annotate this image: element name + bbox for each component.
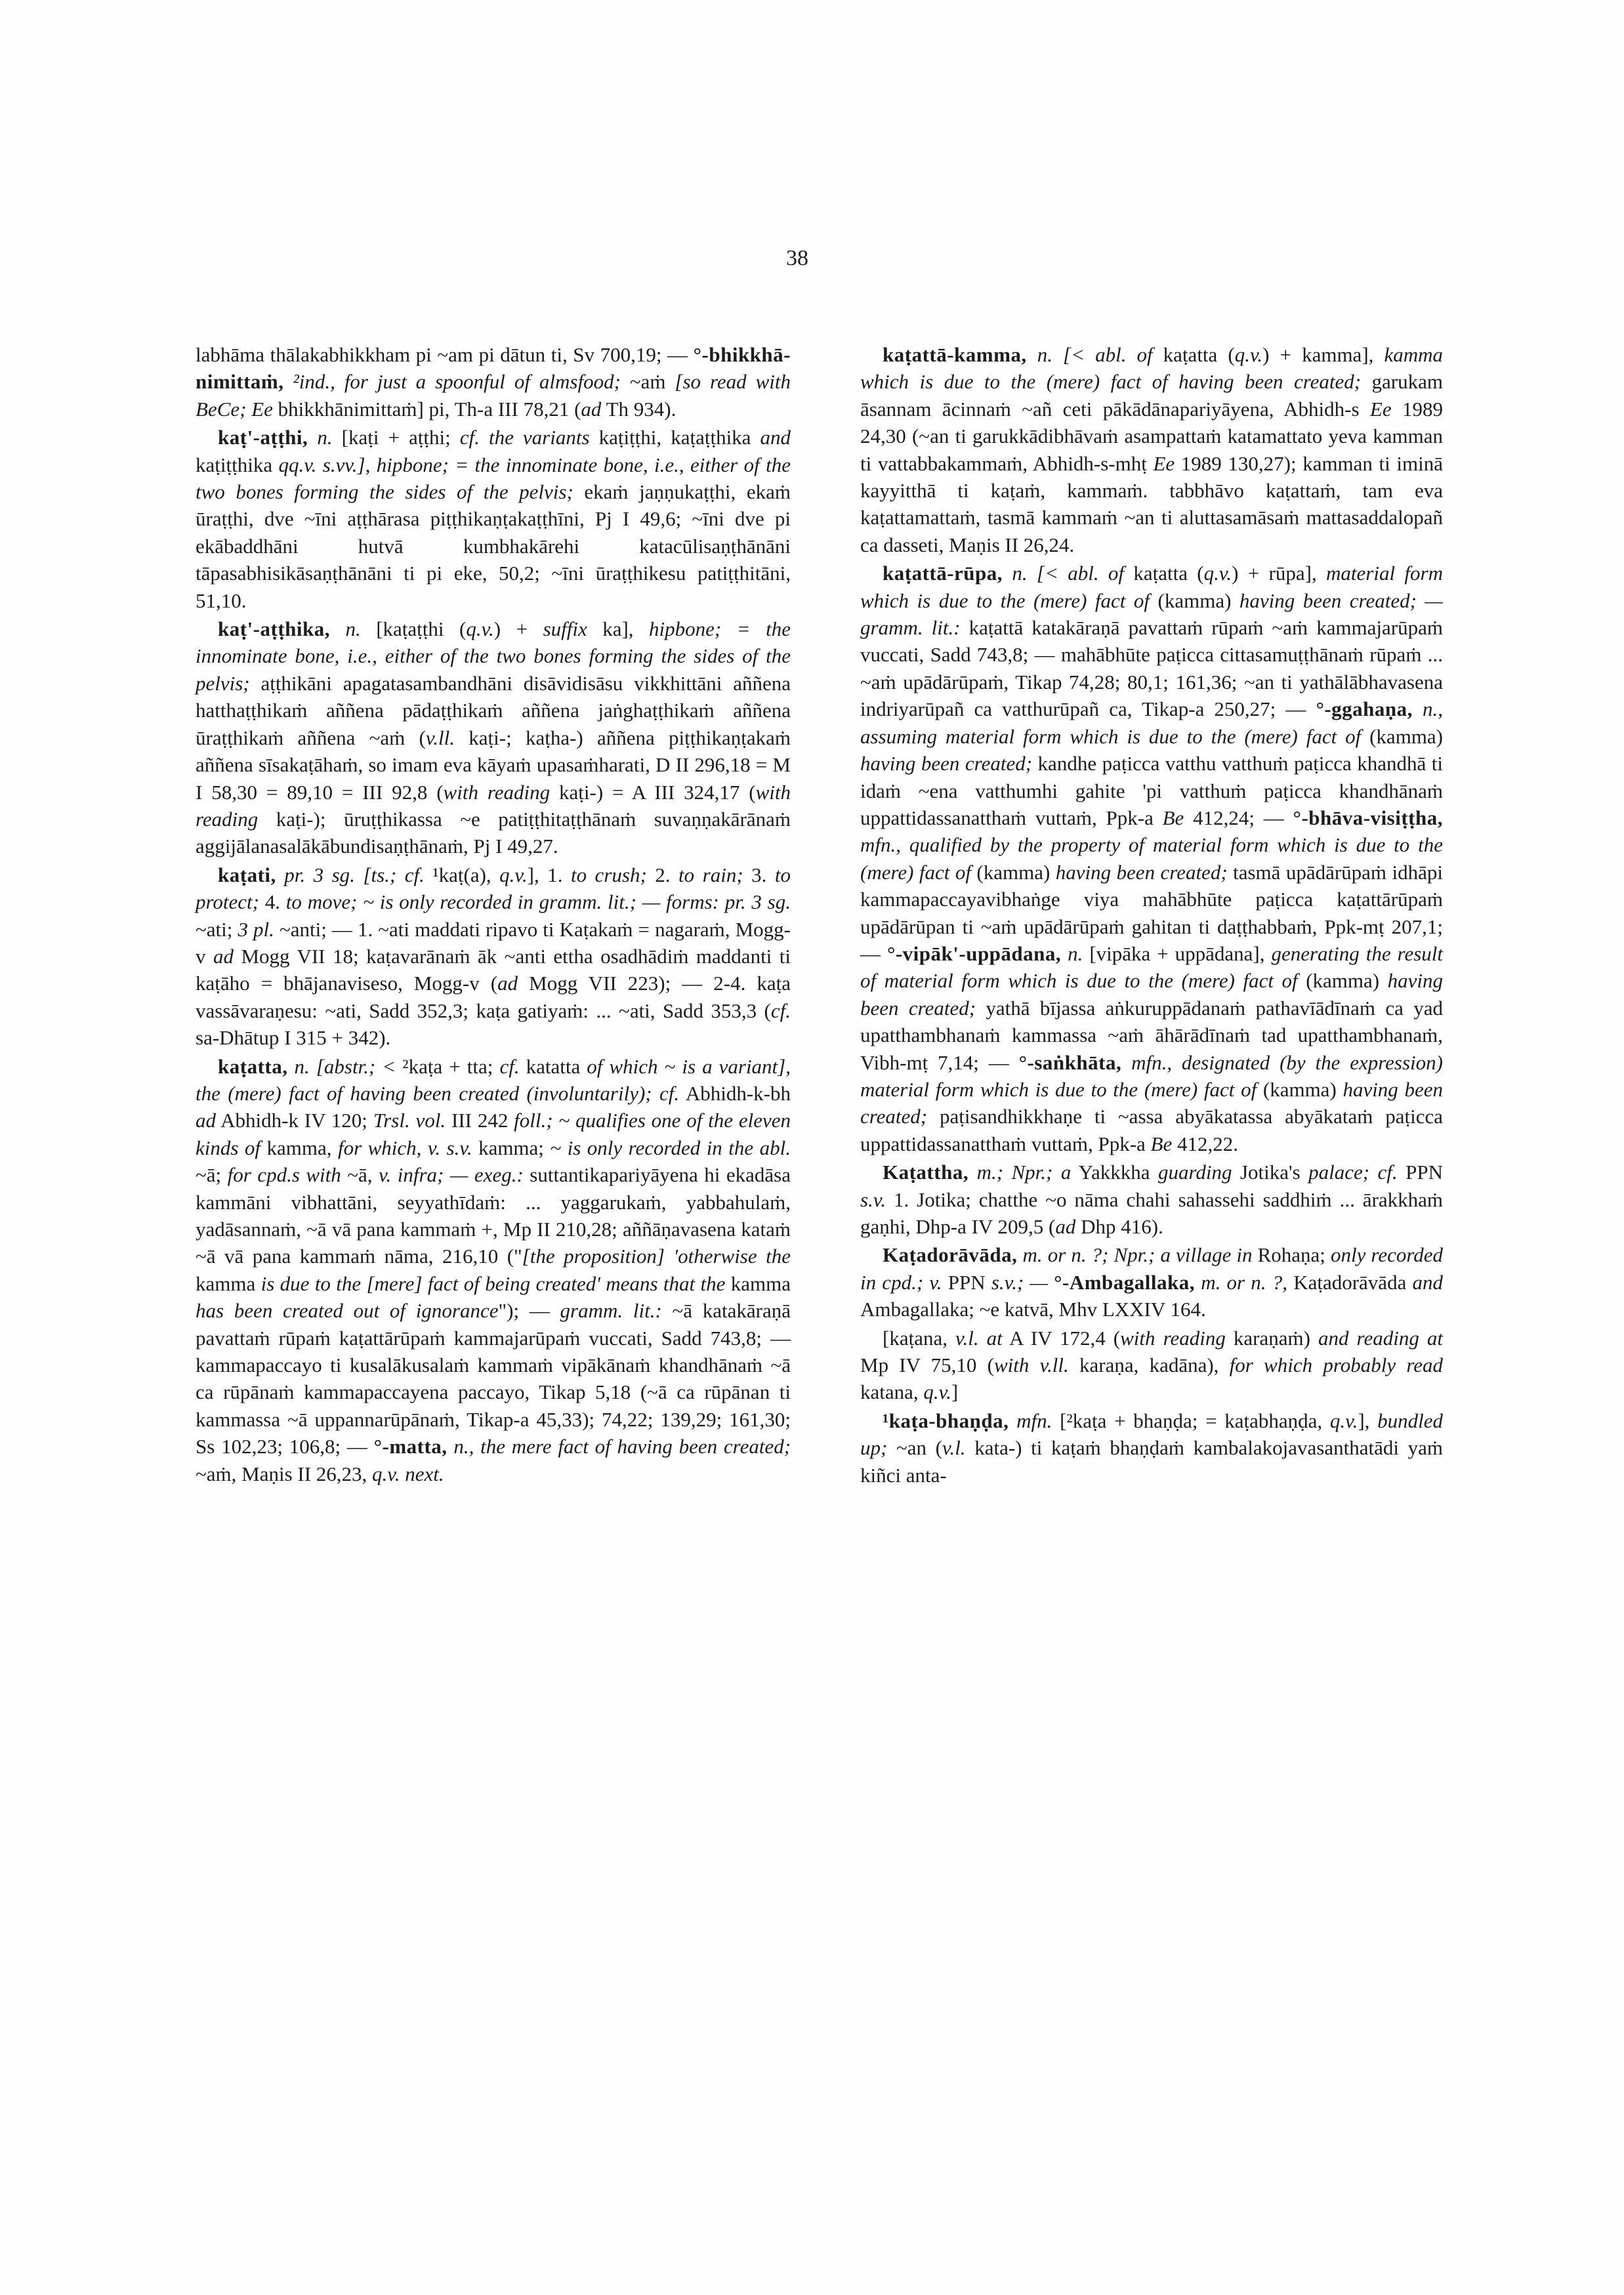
entry-text: kaṭiṭṭhi, kaṭaṭṭhika [589,426,760,449]
italic-gloss: having been created; [860,969,1443,1020]
italic-gloss: m.; Npr.; a [976,1161,1072,1184]
entry-text: kamma; [472,1136,551,1159]
dictionary-entry [196,861,791,1052]
entry-text: kandhe paṭicca vatthu vatthuṁ paṭicca khandhā ti idaṁ ~ena vatthumhi gahite 'pi vatthuṁ paṭicca khandhānaṁ uppattidassanatthaṁ vuttaṁ, Ppk-a [860,752,1443,829]
entry-text: ²kaṭa + tta; [396,1054,500,1078]
entry-text: [vipāka + uppādana], [1083,941,1272,965]
italic-gloss: ²ind., for just a spoonful of almsfood; [293,370,621,394]
italic-gloss: material form which is due to the (mere) fact of [860,562,1443,612]
entry-text: kaṭi-) = A III 324,17 ( [550,780,756,804]
italic-gloss: to crush; [570,863,647,886]
headword: kaṭattā-kamma, [883,343,1027,366]
italic-gloss: 3 pl. [238,917,274,941]
headword: °-matta, [373,1435,448,1458]
italic-gloss: mfn., designated (by the expression) material form which is due to the (mere) fact of [860,1050,1443,1101]
italic-gloss: palace; cf. [1308,1161,1398,1184]
headword: kaṭ'-aṭṭhika, [218,617,330,641]
italic-gloss: with reading [443,780,551,804]
entry-text: ¹kaṭ(a), [424,863,500,886]
italic-gloss: q.v. [466,617,494,641]
entry-text [1121,1051,1131,1074]
entry-text: kaṭatta ( [1124,562,1204,585]
entry-text: yathā bījassa aṅkuruppādanaṁ pathavīādīnaṁ ca yad upatthambhanaṁ kammassa ~aṁ āhārādīnaṁ tad upatthambhanaṁ, Vibh-mṭ 7,14; — [860,996,1443,1074]
entry-text: (kamma) [970,860,1056,884]
entry-text: 1989 130,27); kamman ti iminā kayyitthā ti kaṭaṁ, kammaṁ. tabbhāvo kaṭattaṁ, tam eva kaṭattamattaṁ, tasmā kammaṁ ~an ti aluttasamāsaṁ mattasaddalopañ ca dasseti, Maṇis II 26,24. [860,451,1443,556]
entry-text: kata-) ti kaṭaṁ bhaṇḍaṁ kambalakojavasanthatādi yaṁ kiñci anta- [860,1436,1443,1487]
italic-gloss: m. or n. ?; Npr.; a village in [1022,1243,1253,1267]
entry-text [1413,697,1423,720]
italic-gloss: s.v. [860,1188,886,1211]
entry-text: kamma, [260,1136,338,1159]
italic-gloss: only recorded in cpd.; v. [860,1243,1444,1294]
headword: ¹kaṭa-bhaṇḍa, [883,1409,1009,1432]
entry-text: ~ati; [196,917,238,941]
italic-gloss: guarding [1157,1161,1232,1184]
entry-text: (kamma) [1361,724,1444,748]
italic-gloss: v.ll. [425,726,455,749]
italic-gloss: qq.v. s.vv.], hipbone; = the innominate bone, i.e., either of the two bones forming the sides of the pelvis; [196,453,791,504]
italic-gloss: having been created; [860,752,1033,775]
italic-gloss: Be [1150,1132,1173,1155]
italic-gloss: having been created; [860,1077,1443,1128]
italic-gloss: having been created; [1055,860,1228,884]
entry-text: ] [951,1380,959,1404]
italic-gloss: with v.ll. [993,1354,1069,1377]
entry-text: karaṇa, kadāna), [1068,1354,1230,1377]
italic-gloss: to move; ~ is only recorded in gramm. lit.; — forms: pr. 3 sg. [285,890,791,914]
entry-text: garukam āsannam ācinnaṁ ~añ ceti pākādānapariyāyena, Abhidh-s [860,370,1443,421]
entry-text: PPN [942,1270,991,1294]
italic-gloss: cf. the variants [459,426,590,449]
entry-text [287,1055,294,1078]
italic-gloss: [the proposition] 'otherwise the [522,1245,791,1268]
entry-text: ], 1. [527,863,571,886]
entry-text: aṭṭhikāni apagatasambandhāni disāvidisāsu vikkhittāni aññena hatthaṭṭhikaṁ aññena pādaṭṭhikaṁ aññena jaṅghaṭṭhikaṁ aññena ūraṭṭhikaṁ aññena ~aṁ ( [196,671,791,749]
italic-gloss: Ee [1369,397,1392,421]
italic-gloss: n., assuming material form which is due to the (mere) fact of [860,697,1443,748]
entry-text: 412,24; — [1184,806,1293,829]
entry-text: Abhidh-k IV 120; [216,1109,373,1132]
dictionary-entry [860,1407,1443,1489]
italic-gloss: Trsl. vol. [373,1109,446,1132]
italic-gloss: n. [345,617,361,641]
italic-gloss: ad [497,972,518,995]
italic-gloss: and [760,426,791,449]
entry-text [1027,343,1037,366]
entry-text: labhāma thālakabhikkham pi ~am pi dātun ti, Sv 700,19; — [196,343,694,366]
italic-gloss: [so read with BeCe; Ee [196,370,791,421]
entry-text: (kamma) [1150,589,1239,612]
entry-text: Jotika's [1232,1161,1309,1184]
headword: °-bhikkhā-nimittaṁ, [196,343,791,394]
entry-text: sa-Dhātup I 315 + 342). [196,1026,391,1050]
entry-text: ~ā; [196,1163,228,1187]
italic-gloss: n. [< abl. of [1037,343,1153,366]
entry-text: kaṭattā katakāraṇā pavattaṁ rūpaṁ ~aṁ kammajarūpaṁ vuccati, Sadd 743,8; — mahābhūte paṭicca cittasamuṭṭhānaṁ rūpaṁ ... ~aṁ upādārūpaṁ, Tikap 74,28; 80,1; 161,36; ~an ti yathālābhavasena indriyarūpañ ca vatthurūpañ ca, Tikap-a 250,27; — [860,616,1443,721]
italic-gloss: with reading [1120,1326,1226,1350]
italic-gloss: pr. 3 sg. [ts.; cf. [284,863,425,886]
italic-gloss: n. [1068,941,1083,965]
entry-text: ka], [587,617,650,641]
headword: °-saṅkhāta, [1018,1050,1122,1074]
entry-text: 412,22. [1172,1132,1238,1155]
italic-gloss: and reading at [1318,1326,1443,1350]
dictionary-entry [860,341,1443,558]
entry-text: 3. [743,863,775,886]
dictionary-entry [860,1241,1443,1323]
dictionary-entry [860,560,1443,1157]
entry-text: suttantikapariyāyena hi ekadāsa kammāni vibhattāni, seyyathīdaṁ: ... yaggarukaṁ, yabbahulaṁ, yadāsannaṁ, ~ā vā pana kammaṁ +, Mp II 210,28; aññāṇavasena kataṁ ~ā vā pana kammaṁ nāma, 216,10 (" [196,1163,791,1268]
entry-text [1195,1271,1201,1294]
entry-text: ~an ( [887,1436,942,1460]
italic-gloss: gramm. lit.: [560,1299,662,1323]
italic-gloss: cf. [499,1054,520,1078]
entry-text: ~anti; — 1. ~ati maddati ripavo ti Kaṭakaṁ = nagaraṁ, Mogg-v [196,917,791,968]
entry-text: kaṭiṭṭhika [196,453,279,476]
italic-gloss: ad [581,397,602,421]
entry-text: Kaṭadorāvāda [1287,1270,1413,1294]
entry-text: ~ā katakāraṇā pavattaṁ rūpaṁ kaṭattārūpaṁ kammajarūpaṁ vuccati, Sadd 743,8; — kammapaccayo ti kusalākusalaṁ kammaṁ vipākānaṁ khandhānaṁ ~ā ca rūpānaṁ kammapaccayena paccayo, Tikap 5,18 (~ā ca rūpānan ti kammassa ~ā uppannarūpānaṁ, Tikap-a 45,33); 74,22; 139,29; 161,30; Ss 102,23; 106,8; — [196,1299,791,1458]
entry-text: kamma [196,1272,261,1295]
entry-text [1048,1271,1054,1294]
dictionary-entry [196,424,791,614]
italic-gloss: and [1412,1270,1444,1294]
italic-gloss: ad [1055,1215,1076,1238]
italic-gloss: for which, v. s.v. [337,1136,472,1159]
italic-gloss: cf. [770,999,791,1022]
italic-gloss: kamma which is due to the (mere) fact of having been created; [860,343,1443,394]
italic-gloss: suffix [543,617,587,641]
italic-gloss: q.v. next. [372,1462,444,1485]
headword: °-ggahaṇa, [1316,697,1413,721]
right-column [860,341,1443,1489]
italic-gloss: q.v. [1234,343,1263,366]
dictionary-entry [860,1159,1443,1240]
entry-text: tasmā upādārūpaṁ idhāpi kammapaccayavibhaṅge viya mahābhūte paṭicca kaṭattārūpaṁ upādārūpan ti ~aṁ upādārūpaṁ gahitan ti daṭṭhabbaṁ, Ppk-mṭ 207,1; — [860,860,1443,965]
entry-text: kaṭatta ( [1152,343,1235,366]
entry-text [448,1435,454,1458]
italic-gloss: to protect; [196,863,791,914]
headword: kaṭatta, [218,1054,288,1078]
entry-text: 1. Jotika; chatthe ~o nāma chahi sahassehi saddhiṁ ... ārakkhaṁ gaṇhi, Dhp-a IV 209,5 ( [860,1188,1443,1238]
entry-text: Dhp 416). [1075,1215,1163,1238]
entry-text: ) + [493,617,543,641]
italic-gloss: bundled up; [860,1409,1444,1460]
headword: °-Ambagallaka, [1054,1270,1196,1294]
italic-gloss: to rain; [678,863,743,886]
headword: °-vipāk'-uppādana, [886,941,1062,965]
entry-text: kamma [725,1272,791,1295]
italic-gloss: s.v.; — [991,1270,1048,1294]
italic-gloss: hipbone; = the innominate bone, i.e., either of the two bones forming the sides of the pelvis; [196,617,791,695]
italic-gloss: having been created; — gramm. lit.: [860,589,1443,640]
italic-gloss: q.v. [1203,562,1232,585]
left-column [196,341,791,1487]
headword: kaṭati, [218,863,276,886]
entry-text: [kaṭana, [883,1326,956,1350]
italic-gloss: q.v. [499,863,528,886]
entry-text: Th 934). [601,397,677,421]
entry-text [308,426,317,449]
italic-gloss: n. [abstr.; < [294,1054,396,1078]
entry-text: karaṇaṁ) [1225,1326,1318,1350]
entry-text: "); — [498,1299,560,1323]
entry-text: Yakkkha [1071,1161,1158,1184]
italic-gloss: ad [196,1109,216,1132]
entry-text [968,1161,976,1184]
entry-continuation [196,341,791,423]
italic-gloss: with reading [196,780,791,831]
italic-gloss: mfn. [1016,1409,1052,1432]
italic-gloss: n., the mere fact of having been created; [453,1435,791,1458]
italic-gloss: is due to the [mere] fact of being created' means that the [260,1272,726,1295]
entry-text: kaṭi-; kaṭha-) aññena piṭṭhikaṇṭakaṁ aññena sīsakaṭāhaṁ, so imam eva kāyaṁ upasaṁharati, D II 296,18 = M I 58,30 = 89,10 = III 92,8 ( [196,726,791,804]
entry-text: Ambagallaka; ~e katvā, Mhv LXXIV 164. [860,1298,1206,1321]
italic-gloss: q.v. [923,1380,951,1404]
entry-text: III 242 [446,1109,514,1132]
entry-text: [kaṭi + aṭṭhi; [332,426,460,449]
entry-text: 4. [259,890,286,914]
italic-gloss: ad [213,944,234,968]
italic-gloss: n. [< abl. of [1012,562,1125,585]
italic-gloss: v.l. [942,1436,966,1460]
entry-text: Abhidh-k-bh [679,1081,791,1105]
entry-text: (kamma) [1297,969,1388,993]
dictionary-entry [196,615,791,860]
entry-text [1017,1243,1022,1266]
entry-text: 2. [646,863,679,886]
headword: Kaṭattha, [883,1161,969,1184]
entry-text: bhikkhānimittaṁ] pi, Th-a III 78,21 ( [272,397,581,421]
entry-text: katana, [860,1380,924,1404]
entry-text: 1989 24,30 (~an ti garukkādibhāvaṁ asampattaṁ katamattato yeva kamman ti vattabbakammaṁ, Abhidh-s-mhṭ [860,397,1443,475]
entry-text: paṭisandhikkhaṇe ti ~assa abyākatassa abyākataṁ paṭicca uppattidassanatthaṁ vuttaṁ, Ppk-a [860,1105,1443,1155]
italic-gloss: v. infra; — exeg.: [379,1163,524,1187]
entry-text: PPN [1397,1161,1444,1184]
entry-text [1009,1409,1016,1432]
page-number: 38 [786,246,808,270]
italic-gloss: has been created out of ignorance [196,1299,499,1323]
dictionary-entry [860,1325,1443,1406]
italic-gloss: for cpd.s with [227,1163,341,1187]
entry-text [330,617,345,640]
entry-text: Mp IV 75,10 ( [860,1354,994,1377]
headword: °-bhāva-visiṭṭha, [1293,806,1443,829]
headword: kaṭ'-aṭṭhi, [218,426,308,449]
entry-text: ) + rūpa], [1232,562,1327,585]
italic-gloss: generating the result of material form which is due to the (mere) fact of [860,941,1443,993]
entry-text: ~aṁ [620,370,675,394]
entry-text [276,863,285,886]
headword: kaṭattā-rūpa, [883,562,1003,585]
italic-gloss: Ee [1153,451,1175,475]
entry-text: ekaṁ jaṇṇukaṭṭhi, ekaṁ ūraṭṭhi, dve ~īni aṭṭhārasa piṭṭhikaṇṭakaṭṭhīni, Pj I 49,6; ~īni dve pi ekābaddhāni hutvā kumbhakārehi katacūlisaṇṭhānāni tāpasabhisikāsaṇṭhānāni ti pi eke, 50,2; ~īni ūraṭṭhikesu patiṭṭhitāni, 51,10. [196,480,791,612]
entry-text [284,370,293,393]
italic-gloss: of which ~ is a variant], the (mere) fact of having been created (involuntarily); cf. [196,1054,791,1105]
italic-gloss: ~ is only recorded in the abl. [550,1136,791,1159]
dictionary-entry [196,1053,791,1488]
entry-text [1061,942,1068,965]
italic-gloss: mfn., qualified by the property of material form which is due to the (mere) fact of [860,833,1443,884]
italic-gloss: n. [317,426,333,449]
entry-text: Mogg VII 18; kaṭavarānaṁ āk ~anti ettha osadhādiṁ maddanti ti kaṭāho = bhājanaviseso, Mogg-v ( [196,944,791,995]
entry-text: kaṭi-); ūruṭṭhikassa ~e patiṭṭhitaṭṭhānaṁ suvaṇṇakārānaṁ aggijālanasalākābundisaṇṭhānaṁ, Pj I 49,27. [196,807,791,858]
entry-text: Mogg VII 223); — 2-4. kaṭa vassāvaraṇesu: ~ati, Sadd 352,3; kaṭa gatiyaṁ: ... ~ati, Sadd 353,3 ( [196,972,791,1022]
italic-gloss: for which probably read [1229,1354,1444,1377]
entry-text: ~ā, [341,1163,379,1187]
italic-gloss: Be [1162,806,1184,829]
entry-text: katatta [519,1054,587,1078]
entry-text: ) + kamma], [1262,343,1385,366]
italic-gloss: v.l. at [955,1326,1003,1350]
headword: Kaṭadorāvāda, [883,1243,1018,1267]
italic-gloss: m. or n. ?, [1201,1270,1288,1294]
italic-gloss: foll.; ~ qualifies one of the eleven kinds of [196,1109,791,1159]
entry-text: A IV 172,4 ( [1002,1326,1121,1350]
entry-text: Rohaṇa; [1252,1243,1331,1267]
entry-text: ], [1358,1409,1378,1432]
italic-gloss: q.v. [1329,1409,1358,1432]
entry-text: [kaṭaṭṭhi ( [360,617,467,641]
entry-text [1003,562,1012,585]
entry-text: (kamma) [1257,1077,1343,1101]
entry-text: ~aṁ, Maṇis II 26,23, [196,1462,373,1485]
entry-text: [²kaṭa + bhaṇḍa; = kaṭabhaṇḍa, [1052,1409,1330,1432]
